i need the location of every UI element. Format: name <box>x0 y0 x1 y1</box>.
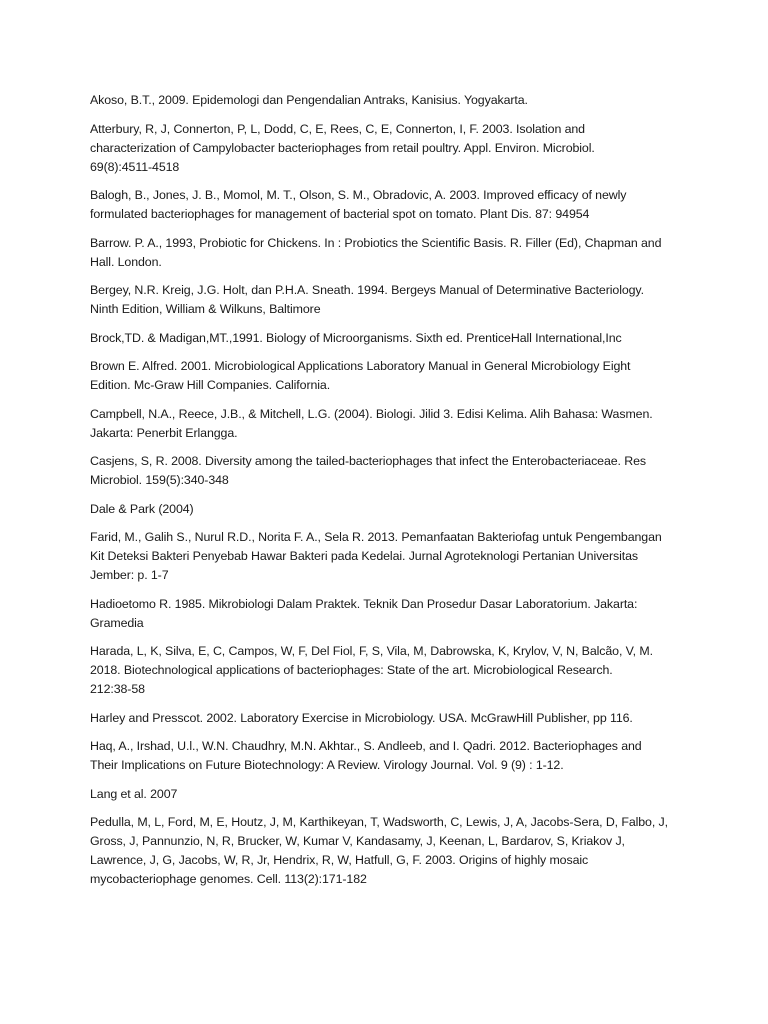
reference-line: Their Implications on Future Biotechnology: A Review. Virology Journal. Vol. 9 (9) : 1-12. <box>90 758 564 772</box>
reference-line: Jember: p. 1-7 <box>90 568 169 582</box>
reference-line: Brown E. Alfred. 2001. Microbiological Applications Laboratory Manual in General Microbiology Eight <box>90 359 631 373</box>
reference-line: Barrow. P. A., 1993, Probiotic for Chickens. In : Probiotics the Scientific Basis. R. Filler (Ed), Chapman and <box>90 235 662 250</box>
reference-line: Jakarta: Penerbit Erlangga. <box>90 425 238 440</box>
reference-entry <box>90 120 690 177</box>
reference-entry <box>90 405 690 443</box>
reference-line: Farid, M., Galih S., Nurul R.D., Norita F. A., Sela R. 2013. Pemanfaatan Bakteriofag untuk Pengembangan <box>90 530 662 544</box>
reference-entry <box>90 813 690 889</box>
reference-entry <box>90 186 690 224</box>
reference-line: 2018. Biotechnological applications of bacteriophages: State of the art. Microbiological Research. <box>90 663 613 677</box>
reference-line: Haq, A., Irshad, U.l., W.N. Chaudhry, M.N. Akhtar., S. Andleeb, and I. Qadri. 2012. Bacteriophages and <box>90 739 642 753</box>
reference-line: 212:38-58 <box>90 682 145 696</box>
reference-line: Hall. London. <box>90 254 162 269</box>
reference-line: Kit Deteksi Bakteri Penyebab Hawar Bakteri pada Kedelai. Jurnal Agroteknologi Pertanian Universitas <box>90 549 638 563</box>
reference-entry <box>90 234 690 272</box>
reference-line: Campbell, N.A., Reece, J.B., & Mitchell, L.G. (2004). Biologi. Jilid 3. Edisi Kelima. Alih Bahasa: Wasmen. <box>90 406 653 421</box>
reference-line: Harley and Presscot. 2002. Laboratory Exercise in Microbiology. USA. McGrawHill Publisher, pp 116. <box>90 710 633 725</box>
reference-entry <box>90 709 690 728</box>
reference-line: Edition. Mc-Graw Hill Companies. California. <box>90 378 331 392</box>
reference-line: Ninth Edition, William & Wilkuns, Baltimore <box>90 302 321 316</box>
reference-entry <box>90 737 690 775</box>
reference-line: Microbiol. 159(5):340-348 <box>90 473 229 487</box>
reference-entry <box>90 357 690 395</box>
reference-line: Bergey, N.R. Kreig, J.G. Holt, dan P.H.A. Sneath. 1994. Bergeys Manual of Determinative Bacteriology. <box>90 283 644 297</box>
reference-line: Pedulla, M, L, Ford, M, E, Houtz, J, M, Karthikeyan, T, Wadsworth, C, Lewis, J, A, Jacobs-Sera, D, Falbo, J, <box>90 815 668 829</box>
reference-line: Atterbury, R, J, Connerton, P, L, Dodd, C, E, Rees, C, E, Connerton, I, F. 2003. Isolation and <box>90 121 585 136</box>
reference-line: Brock,TD. & Madigan,MT.,1991. Biology of Microorganisms. Sixth ed. PrenticeHall International,Inc <box>90 330 622 345</box>
reference-entry <box>90 452 690 490</box>
reference-line: Lang et al. 2007 <box>90 786 178 801</box>
reference-line: Harada, L, K, Silva, E, C, Campos, W, F, Del Fiol, F, S, Vila, M, Dabrowska, K, Krylov, V, N, Balcão, V, M. <box>90 644 653 658</box>
reference-entry <box>90 281 690 319</box>
reference-line: Lawrence, J, G, Jacobs, W, R, Jr, Hendrix, R, W, Hatfull, G, F. 2003. Origins of highly mosaic <box>90 853 589 867</box>
reference-line: characterization of Campylobacter bacteriophages from retail poultry. Appl. Environ. Microbiol. <box>90 140 595 155</box>
reference-line: mycobacteriophage genomes. Cell. 113(2):171-182 <box>90 872 367 886</box>
reference-line: Balogh, B., Jones, J. B., Momol, M. T., Olson, S. M., Obradovic, A. 2003. Improved efficacy of newly <box>90 188 627 202</box>
reference-line: Casjens, S, R. 2008. Diversity among the tailed-bacteriophages that infect the Enterobacteriaceae. Res <box>90 454 646 468</box>
reference-entry <box>90 528 690 585</box>
reference-line: formulated bacteriophages for management of bacterial spot on tomato. Plant Dis. 87: 94954 <box>90 207 590 221</box>
reference-entry <box>90 500 690 519</box>
reference-line: Akoso, B.T., 2009. Epidemologi dan Pengendalian Antraks, Kanisius. Yogyakarta. <box>90 93 528 107</box>
reference-list <box>90 91 690 899</box>
reference-entry <box>90 91 690 110</box>
reference-line: Dale & Park (2004) <box>90 501 194 516</box>
reference-line: Hadioetomo R. 1985. Mikrobiologi Dalam Praktek. Teknik Dan Prosedur Dasar Laboratorium. Jakarta: <box>90 596 638 611</box>
reference-line: Gross, J, Pannunzio, N, R, Brucker, W, Kumar V, Kandasamy, J, Keenan, L, Bardarov, S, Kriakov J, <box>90 834 625 848</box>
reference-line: 69(8):4511-4518 <box>90 159 180 174</box>
reference-entry <box>90 329 690 348</box>
reference-line: Gramedia <box>90 615 144 630</box>
reference-entry <box>90 642 690 699</box>
reference-entry <box>90 595 690 633</box>
reference-entry <box>90 785 690 804</box>
